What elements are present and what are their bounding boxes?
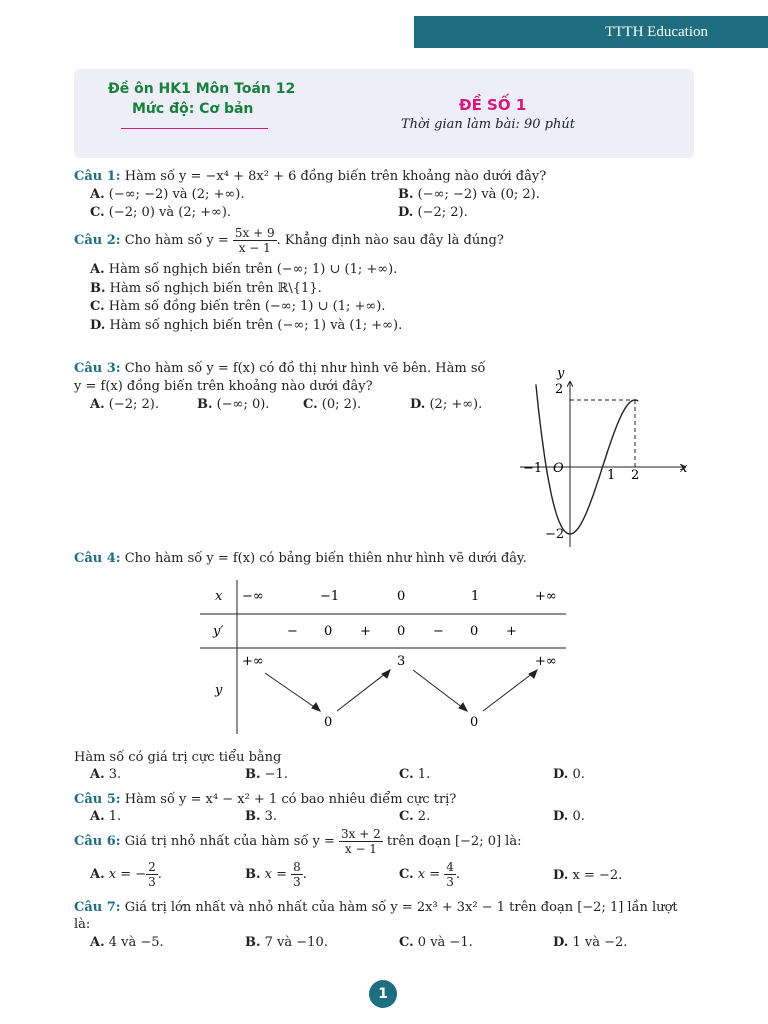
fraction: $\frac{3x + 2}{x - 1}$ (341, 827, 381, 856)
sign-4: 0 (397, 624, 406, 639)
origin-label: O (553, 461, 564, 476)
y-tick-minus-2: −2 (545, 527, 565, 542)
q6-option-d[interactable]: D. x = −2. (553, 868, 623, 883)
q3-option-a[interactable]: A. (−2; 2). (90, 397, 159, 412)
question-3-line-2: y = f(x) đồng biến trên khoảng nào dưới đây? (74, 379, 373, 394)
sign-2: 0 (324, 624, 333, 639)
cubic-curve (536, 384, 638, 534)
exam-time: Thời gian làm bài: 90 phút (401, 117, 575, 132)
sign-1: − (287, 624, 298, 639)
q1-option-d[interactable]: D. (−2; 2). (398, 205, 468, 220)
q1-option-c[interactable]: C. (−2; 0) và (2; +∞). (90, 205, 232, 220)
arrow-up-1 (337, 670, 390, 711)
fraction: $\frac{8}{3}$ (293, 860, 301, 889)
question-5: Câu 5: Hàm số y = x⁴ − x² + 1 có bao nhiêu điểm cực trị? (74, 792, 457, 807)
q6-option-b[interactable]: B. x = $\frac{8}{3}$ . (245, 860, 307, 889)
q3-option-b[interactable]: B. (−∞; 0). (197, 397, 270, 412)
variation-table (200, 578, 570, 738)
y-val-min-2: 0 (470, 715, 479, 730)
sign-7: + (506, 624, 517, 639)
q2-option-d[interactable]: D. Hàm số nghịch biến trên (−∞; 1) và (1; +∞). (90, 318, 403, 333)
arrow-down-1 (265, 673, 320, 711)
q2-option-b[interactable]: B. Hàm số nghịch biến trên ℝ\{1}. (90, 281, 322, 296)
q6-option-c[interactable]: C. x = $\frac{4}{3}$ . (399, 860, 461, 889)
question-4-prompt: Hàm số có giá trị cực tiểu bằng (74, 750, 282, 765)
question-3: Câu 3: Cho hàm số y = f(x) có đồ thị như hình vẽ bên. Hàm số (74, 361, 486, 376)
y-val-max: 3 (397, 654, 406, 669)
question-4-number: Câu 4: (74, 551, 121, 566)
y-tick-2: 2 (555, 382, 564, 397)
table-x-neg-inf: −∞ (242, 589, 264, 604)
brand-banner (414, 16, 768, 48)
question-7-line-2: là: (74, 917, 91, 932)
fraction: $\frac{2}{3}$ (148, 860, 156, 889)
table-x-1: 1 (471, 589, 480, 604)
y-axis-label: y (557, 366, 565, 381)
function-graph (515, 362, 695, 552)
question-1-number: Câu 1: (74, 169, 121, 184)
exam-number: ĐỀ SỐ 1 (459, 96, 527, 114)
question-2: Câu 2: Cho hàm số y = $\frac{5x + 9}{x - 1}$ . Khẳng định nào sau đây là đúng? (74, 226, 504, 255)
question-6-number: Câu 6: (74, 834, 121, 849)
y-val-min-1: 0 (324, 715, 333, 730)
q3-option-d[interactable]: D. (2; +∞). (410, 397, 483, 412)
q5-option-c[interactable]: C. 2. (399, 809, 431, 824)
header-divider (121, 128, 268, 129)
q4-option-a[interactable]: A. 3. (90, 767, 122, 782)
q1-option-b[interactable]: B. (−∞; −2) và (0; 2). (398, 187, 540, 202)
fraction: $\frac{4}{3}$ (446, 860, 454, 889)
q2-option-c[interactable]: C. Hàm số đồng biến trên (−∞; 1) ∪ (1; +∞). (90, 299, 386, 314)
question-7: Câu 7: Giá trị lớn nhất và nhỏ nhất của hàm số y = 2x³ + 3x² − 1 trên đoạn [−2; 1] lần lượt (74, 900, 678, 915)
sign-6: 0 (470, 624, 479, 639)
q6-option-a[interactable]: A. x = − $\frac{2}{3}$ . (90, 860, 162, 889)
q7-option-a[interactable]: A. 4 và −5. (90, 935, 164, 950)
q7-option-c[interactable]: C. 0 và −1. (399, 935, 473, 950)
x-tick-2: 2 (631, 468, 640, 483)
y-val-pos-inf: +∞ (535, 654, 557, 669)
q7-option-b[interactable]: B. 7 và −10. (245, 935, 328, 950)
arrow-up-2 (483, 670, 537, 711)
question-2-number: Câu 2: (74, 233, 121, 248)
question-3-number: Câu 3: (74, 361, 121, 376)
question-5-number: Câu 5: (74, 792, 121, 807)
question-7-number: Câu 7: (74, 900, 121, 915)
table-x-0: 0 (397, 589, 406, 604)
q1-option-a[interactable]: A. (−∞; −2) và (2; +∞). (90, 187, 245, 202)
question-1-text: Hàm số y = −x⁴ + 8x² + 6 đồng biến trên khoảng nào dưới đây? (124, 169, 547, 184)
fraction: $\frac{5x + 9}{x - 1}$ (234, 226, 275, 255)
header-title-2: Mức độ: Cơ bản (132, 101, 254, 117)
q4-option-c[interactable]: C. 1. (399, 767, 431, 782)
table-y-label: y (215, 683, 223, 698)
brand-label: TTTH Education (605, 24, 708, 40)
q3-option-c[interactable]: C. (0; 2). (303, 397, 362, 412)
q4-option-d[interactable]: D. 0. (553, 767, 585, 782)
arrow-down-2 (413, 670, 467, 711)
q2-option-a[interactable]: A. Hàm số nghịch biến trên (−∞; 1) ∪ (1; +∞). (90, 262, 398, 277)
table-yprime-label: y′ (213, 624, 224, 639)
sign-3: + (360, 624, 371, 639)
table-x-minus-1: −1 (320, 589, 340, 604)
x-tick-1: 1 (607, 468, 616, 483)
question-4: Câu 4: Cho hàm số y = f(x) có bảng biến thiên như hình vẽ dưới đây. (74, 551, 527, 566)
question-6: Câu 6: Giá trị nhỏ nhất của hàm số y = $\frac{3x + 2}{x - 1}$ trên đoạn [−2; 0] là: (74, 827, 522, 856)
y-val-neg-inf: +∞ (242, 654, 264, 669)
q5-option-b[interactable]: B. 3. (245, 809, 278, 824)
q5-option-a[interactable]: A. 1. (90, 809, 122, 824)
x-axis-label: x (680, 461, 688, 476)
header-title-1: Đề ôn HK1 Môn Toán 12 (108, 81, 296, 97)
x-tick-minus-1: −1 (523, 461, 543, 476)
table-x-label: x (215, 589, 223, 604)
q4-option-b[interactable]: B. −1. (245, 767, 288, 782)
question-1 (74, 169, 546, 184)
table-x-pos-inf: +∞ (535, 589, 557, 604)
q7-option-d[interactable]: D. 1 và −2. (553, 935, 628, 950)
page-number: 1 (369, 980, 397, 1008)
sign-5: − (433, 624, 444, 639)
q5-option-d[interactable]: D. 0. (553, 809, 585, 824)
